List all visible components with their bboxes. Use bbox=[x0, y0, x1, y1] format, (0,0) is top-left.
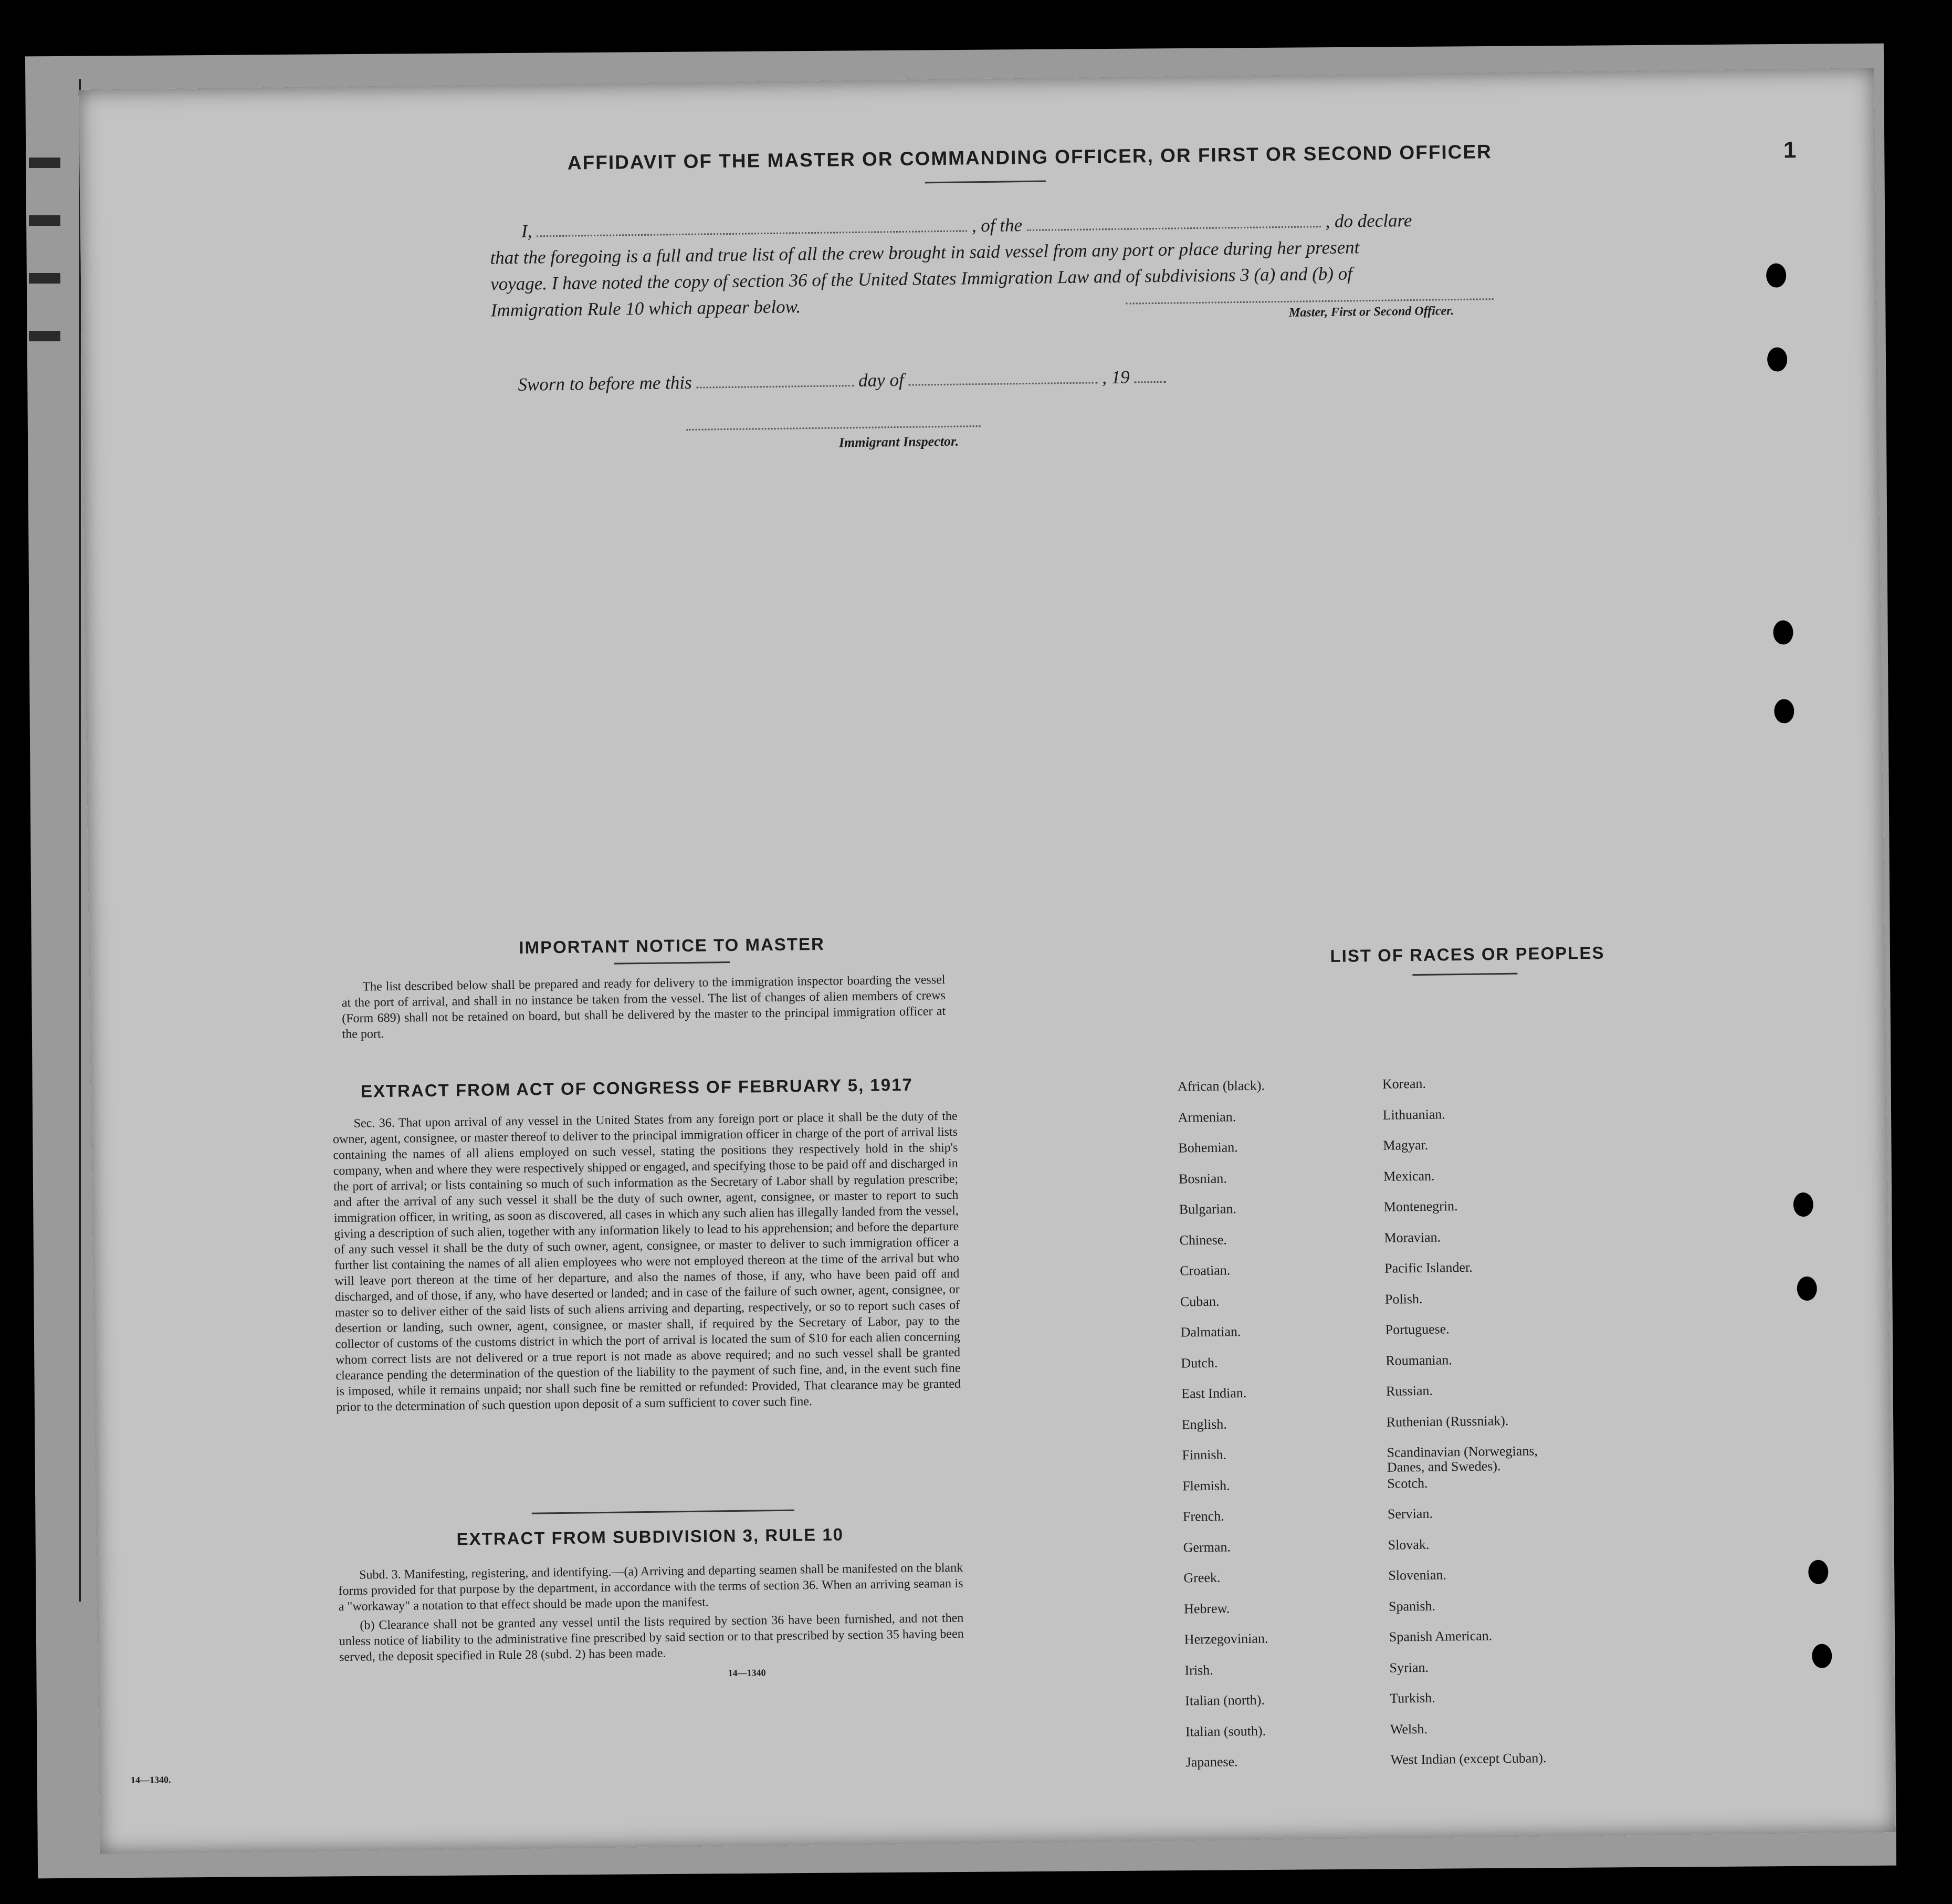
race-left: Chinese. bbox=[1179, 1231, 1227, 1248]
race-right: Welsh. bbox=[1390, 1721, 1428, 1737]
affidavit-line-2: that the foregoing is a full and true list of all the crew brought in said vessel from any port or place during her present bbox=[490, 237, 1360, 268]
sworn-line bbox=[518, 365, 1166, 395]
punch-hole bbox=[1812, 1644, 1832, 1668]
rule-title: EXTRACT FROM SUBDIVISION 3, RULE 10 bbox=[456, 1524, 844, 1549]
sworn-text: Sworn to before me this bbox=[518, 372, 692, 395]
race-right: Slovenian. bbox=[1388, 1567, 1447, 1583]
year-blank[interactable] bbox=[1134, 365, 1166, 383]
race-left: Irish. bbox=[1184, 1662, 1213, 1678]
race-right: Portuguese. bbox=[1385, 1321, 1450, 1337]
vessel-blank[interactable] bbox=[1027, 210, 1321, 231]
punch-hole bbox=[1767, 347, 1788, 371]
rule-body bbox=[338, 1560, 964, 1669]
race-right: West Indian (except Cuban). bbox=[1390, 1750, 1547, 1767]
affidavit-of-the: , of the bbox=[971, 215, 1023, 236]
punch-hole bbox=[1773, 620, 1793, 644]
inspector-signature-line[interactable] bbox=[687, 425, 981, 431]
race-left: Armenian. bbox=[1178, 1108, 1236, 1125]
affidavit-line-4: Immigration Rule 10 which appear below. bbox=[490, 296, 801, 321]
race-right: Lithuanian. bbox=[1382, 1106, 1445, 1123]
race-right: Turkish. bbox=[1390, 1690, 1435, 1706]
punch-hole bbox=[1766, 263, 1787, 287]
inspector-label: Immigrant Inspector. bbox=[838, 433, 959, 451]
race-left: Croatian. bbox=[1180, 1262, 1231, 1279]
act-body: Sec. 36. That upon arrival of any vessel in the United States from any foreign port or place it shall be the duty of the owner, agent, consignee, or master thereof to deliver to the principal immigration officer in charge of the port of arrival lists containing the names of all aliens employed on such vessel, stating the positions they respectively hold in the ship's company, when and where they were respectively shipped or engaged, and specifying those to be paid off and discharged in the port of arrival; or lists containing so much of such information as the Secretary of Labor shall by regulation prescribe; and after the arrival of any such vessel it shall be the duty of such owner, agent, consignee, or master to report to such immigration officer, in writing, as soon as discovered, all cases in which any such alien has illegally landed from the vessel, giving a description of such alien, together with any information likely to lead to his apprehension; and before the departure of any such vessel it shall be the duty of such owner, agent, consignee, or master to deliver to such immigration officer a further list containing the names of all alien employees who were not employed thereon at the time of the arrival but who will leave port thereon at the time of her departure, and also the names of those, if any, who have been paid off and discharged, and of those, if any, who have deserted or landed; and in case of the failure of such owner, agent, consignee, or master so to deliver either of the said lists of such aliens arriving and departing, respectively, or so to report such cases of desertion or landing, such owner, agent, consignee, or master shall, if required by the Secretary of Labor, pay to the collector of customs of the customs district in which the port of arrival is located the sum of $10 for each alien concerning whom correct lists are not delivered or a true report is not made as above required; and no such vessel shall be granted clearance pending the determination of the question of the liability to the payment of such fine, and, in the event such fine is imposed, while it remains unpaid; nor shall such fine be remitted or refunded: Provided, That clearance may be granted prior to the determination of such question upon deposit of a sum sufficient to cover such fine. bbox=[332, 1109, 961, 1415]
act-rule bbox=[532, 1510, 794, 1514]
race-left: French. bbox=[1182, 1508, 1224, 1524]
race-right: Moravian. bbox=[1384, 1229, 1441, 1246]
race-right: Korean. bbox=[1382, 1075, 1426, 1092]
race-right: Scotch. bbox=[1387, 1475, 1428, 1491]
title-rule bbox=[925, 181, 1046, 184]
race-left: Dutch. bbox=[1181, 1355, 1218, 1371]
race-left: Hebrew. bbox=[1183, 1600, 1230, 1617]
affidavit-line-3: voyage. I have noted the copy of section 36 of the United States Immigration Law and of subdivisions 3 (a) and (b) of bbox=[490, 263, 1353, 295]
race-left: Dalmatian. bbox=[1180, 1324, 1241, 1340]
page-number: 1 bbox=[1783, 137, 1797, 163]
affidavit-declare: , do declare bbox=[1325, 210, 1412, 232]
punch-hole bbox=[1793, 1192, 1814, 1217]
month-blank[interactable] bbox=[908, 366, 1097, 385]
race-right: Servian. bbox=[1387, 1505, 1433, 1522]
left-edge-marks bbox=[29, 158, 60, 389]
punch-hole bbox=[1797, 1277, 1817, 1301]
race-left: Bulgarian. bbox=[1179, 1201, 1237, 1217]
year-prefix: , 19 bbox=[1101, 367, 1130, 388]
race-right: Slovak. bbox=[1388, 1536, 1430, 1553]
race-right: Spanish American. bbox=[1389, 1628, 1493, 1645]
affidavit-i: I, bbox=[521, 221, 532, 242]
punch-hole bbox=[1774, 699, 1794, 723]
signature-label: Master, First or Second Officer. bbox=[1288, 304, 1454, 320]
rule-subd-b: (b) Clearance shall not be granted any vessel until the lists required by section 36 have been furnished, and not then unless notice of liability to the administrative fine prescribed by said section or to that prescribed by section 35 having been served, the deposit specified in Rule 28 (subd. 2) has been made. bbox=[339, 1611, 964, 1665]
race-left: Italian (north). bbox=[1185, 1692, 1265, 1709]
act-title: EXTRACT FROM ACT OF CONGRESS OF FEBRUARY 5, 1917 bbox=[360, 1074, 914, 1101]
race-right: Montenegrin. bbox=[1383, 1198, 1458, 1215]
races-rule bbox=[1412, 973, 1517, 976]
race-right: Mexican. bbox=[1383, 1168, 1435, 1184]
notice-rule bbox=[614, 961, 730, 965]
race-left: Italian (south). bbox=[1185, 1723, 1266, 1739]
race-left: German. bbox=[1183, 1539, 1231, 1555]
race-right: Polish. bbox=[1384, 1291, 1423, 1307]
race-left: Bosnian. bbox=[1178, 1170, 1227, 1187]
punch-hole bbox=[1808, 1560, 1829, 1584]
race-left: Bohemian. bbox=[1178, 1139, 1238, 1156]
race-right: Scandinavian (Norwegians, Danes, and Swedes). bbox=[1387, 1443, 1538, 1475]
race-right: Roumanian. bbox=[1386, 1352, 1452, 1368]
race-left: English. bbox=[1181, 1416, 1227, 1432]
race-right: Syrian. bbox=[1389, 1659, 1429, 1676]
name-blank[interactable] bbox=[537, 214, 967, 237]
race-right: Pacific Islander. bbox=[1384, 1259, 1473, 1276]
day-of-text: day of bbox=[858, 369, 904, 391]
race-right: Magyar. bbox=[1383, 1137, 1429, 1153]
notice-title: IMPORTANT NOTICE TO MASTER bbox=[519, 934, 825, 957]
race-left: Cuban. bbox=[1180, 1293, 1220, 1310]
race-left: African (black). bbox=[1177, 1077, 1265, 1094]
affidavit-title: AFFIDAVIT OF THE MASTER OR COMMANDING OFFICER, OR FIRST OR SECOND OFFICER bbox=[567, 141, 1492, 174]
race-right: Spanish. bbox=[1388, 1598, 1436, 1614]
races-list bbox=[1178, 1073, 1711, 1786]
race-left: Flemish. bbox=[1182, 1477, 1230, 1494]
day-blank[interactable] bbox=[696, 369, 854, 389]
document-page bbox=[79, 68, 1896, 1854]
race-left: Finnish. bbox=[1182, 1447, 1227, 1463]
race-left: Herzegovinian. bbox=[1184, 1630, 1268, 1647]
race-row bbox=[1186, 1749, 1712, 1786]
race-right: Russian. bbox=[1386, 1383, 1433, 1399]
race-left: East Indian. bbox=[1181, 1385, 1247, 1401]
rule-subd-a: Subd. 3. Manifesting, registering, and identifying.—(a) Arriving and departing seamen shall be manifested on the blank forms provided for that purpose by the department, in accordance with the terms of section 36. When an arriving seaman is a "workaway" a notation to that effect should be made upon the manifest. bbox=[338, 1561, 963, 1614]
notice-body: The list described below shall be prepared and ready for delivery to the immigration inspector boarding the vessel at the port of arrival, and shall in no instance be taken from the vessel. The list of changes of alien members of crews (Form 689) shall not be retained on board, but shall be delivered by the master to the principal immigration officer at the port. bbox=[341, 972, 946, 1042]
race-left: Greek. bbox=[1183, 1570, 1221, 1586]
binding-edge bbox=[79, 79, 81, 1602]
race-right: Ruthenian (Russniak). bbox=[1386, 1413, 1509, 1430]
race-left: Japanese. bbox=[1185, 1754, 1238, 1770]
form-code-corner: 14—1340. bbox=[130, 1774, 171, 1786]
form-code: 14—1340 bbox=[728, 1667, 766, 1679]
races-title: LIST OF RACES OR PEOPLES bbox=[1330, 943, 1605, 966]
